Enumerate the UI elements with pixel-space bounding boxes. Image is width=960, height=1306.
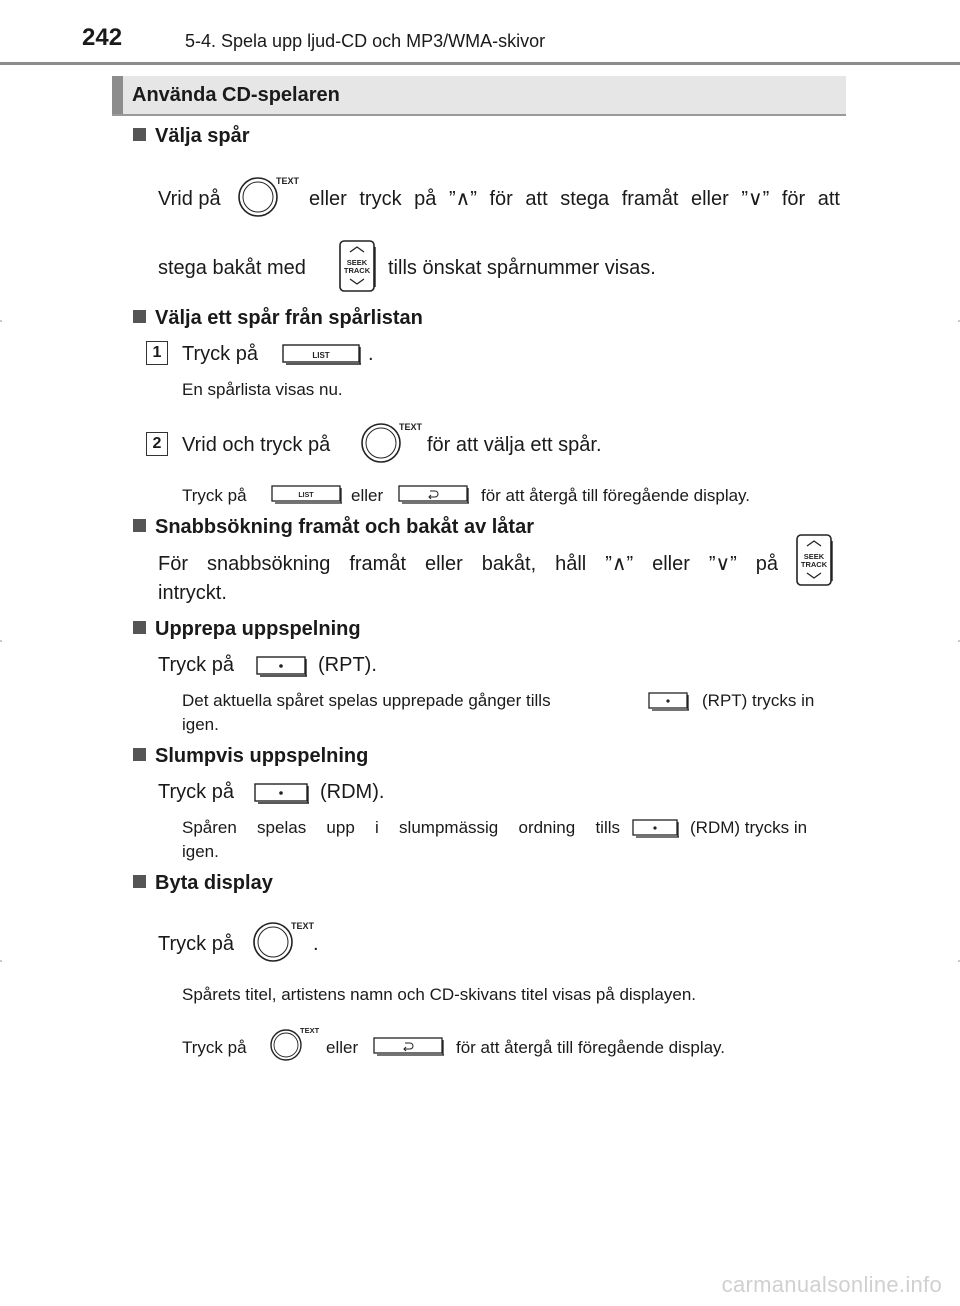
seek-track-button-icon xyxy=(795,533,835,589)
heading-fast-search: Snabbsökning framåt och bakåt av låtar xyxy=(133,516,534,539)
square-bullet-icon xyxy=(133,875,146,888)
back-button-icon xyxy=(398,485,470,505)
tune-knob-icon xyxy=(253,918,315,964)
text: (RPT) trycks in xyxy=(702,691,815,710)
text: för att återgå till föregående display. xyxy=(456,1038,726,1057)
text: tills önskat spårnummer visas. xyxy=(388,257,656,279)
section-title: Använda CD-spelaren xyxy=(132,84,340,106)
heading-track-list: Välja ett spår från spårlistan xyxy=(133,307,423,330)
text: (RPT). xyxy=(318,654,377,676)
tune-knob-icon xyxy=(361,419,423,465)
text: eller tryck på ”∧” för att stega framåt eller ”∨” för att xyxy=(309,188,840,210)
seek-track-button-icon xyxy=(338,239,378,295)
text: för att återgå till föregående display. xyxy=(481,486,751,505)
text: . xyxy=(313,933,319,955)
header-rule xyxy=(0,62,960,65)
text: stega bakåt med xyxy=(158,257,306,279)
text: Spåren spelas upp i slumpmässig ordning tills xyxy=(182,818,620,837)
watermark: carmanualsonline.info xyxy=(721,1272,942,1297)
preset-button-icon xyxy=(254,783,310,805)
text: igen. xyxy=(182,842,219,861)
text: intryckt. xyxy=(158,582,227,604)
text: eller xyxy=(326,1038,359,1057)
tune-knob-icon xyxy=(270,1025,320,1063)
text: Spårets titel, artistens namn och CD-skivans titel visas på displayen. xyxy=(182,985,697,1004)
text: Tryck på xyxy=(158,654,234,676)
heading-repeat: Upprepa uppspelning xyxy=(133,618,361,641)
track-label: TRACK xyxy=(800,560,828,569)
preset-button-icon xyxy=(256,656,308,678)
text: Det aktuella spåret spelas upprepade gånger tills xyxy=(182,691,551,710)
text: Vrid och tryck på xyxy=(182,434,331,456)
text: för att välja ett spår. xyxy=(427,434,602,456)
text: Tryck på xyxy=(158,933,234,955)
preset-button-icon xyxy=(648,692,690,712)
crop-mark xyxy=(0,320,2,322)
list-label: LIST xyxy=(298,492,314,499)
square-bullet-icon xyxy=(133,128,146,141)
heading-random: Slumpvis uppspelning xyxy=(133,745,368,768)
section-header xyxy=(112,76,846,116)
knob-label: TEXT xyxy=(276,176,300,186)
square-bullet-icon xyxy=(133,621,146,634)
crop-mark xyxy=(0,960,2,962)
text: igen. xyxy=(182,715,219,734)
step-number: 1 xyxy=(146,341,168,365)
preset-button-icon xyxy=(632,819,680,839)
square-bullet-icon xyxy=(133,519,146,532)
seek-label: SEEK xyxy=(803,552,825,561)
back-button-icon xyxy=(373,1037,445,1057)
seek-label: SEEK xyxy=(346,258,368,267)
text: Tryck på xyxy=(158,781,234,803)
knob-label: TEXT xyxy=(300,1026,320,1035)
square-bullet-icon xyxy=(133,310,146,323)
page-number: 242 xyxy=(82,24,123,51)
section-accent xyxy=(112,76,123,114)
square-bullet-icon xyxy=(133,748,146,761)
heading-change-display: Byta display xyxy=(133,872,273,895)
text: (RDM). xyxy=(320,781,385,803)
text: En spårlista visas nu. xyxy=(182,380,343,399)
list-button-icon xyxy=(271,485,343,505)
text: Tryck på xyxy=(182,486,247,505)
text: eller xyxy=(351,486,384,505)
heading-select-track: Välja spår xyxy=(133,125,250,148)
text: Vrid på xyxy=(158,188,221,210)
text: Tryck på xyxy=(182,343,258,365)
track-label: TRACK xyxy=(343,266,371,275)
crop-mark xyxy=(0,640,2,642)
knob-label: TEXT xyxy=(399,422,423,432)
text: (RDM) trycks in xyxy=(690,818,808,837)
text: Tryck på xyxy=(182,1038,247,1057)
text: För snabbsökning framåt eller bakåt, håll ”∧” eller ”∨” på xyxy=(158,553,778,575)
list-label: LIST xyxy=(312,351,330,360)
chapter-title: 5-4. Spela upp ljud-CD och MP3/WMA-skivor xyxy=(185,31,546,51)
step-number: 2 xyxy=(146,432,168,456)
list-button-icon xyxy=(282,344,362,366)
text: . xyxy=(368,343,374,365)
knob-label: TEXT xyxy=(291,921,315,931)
tune-knob-icon xyxy=(238,173,300,219)
